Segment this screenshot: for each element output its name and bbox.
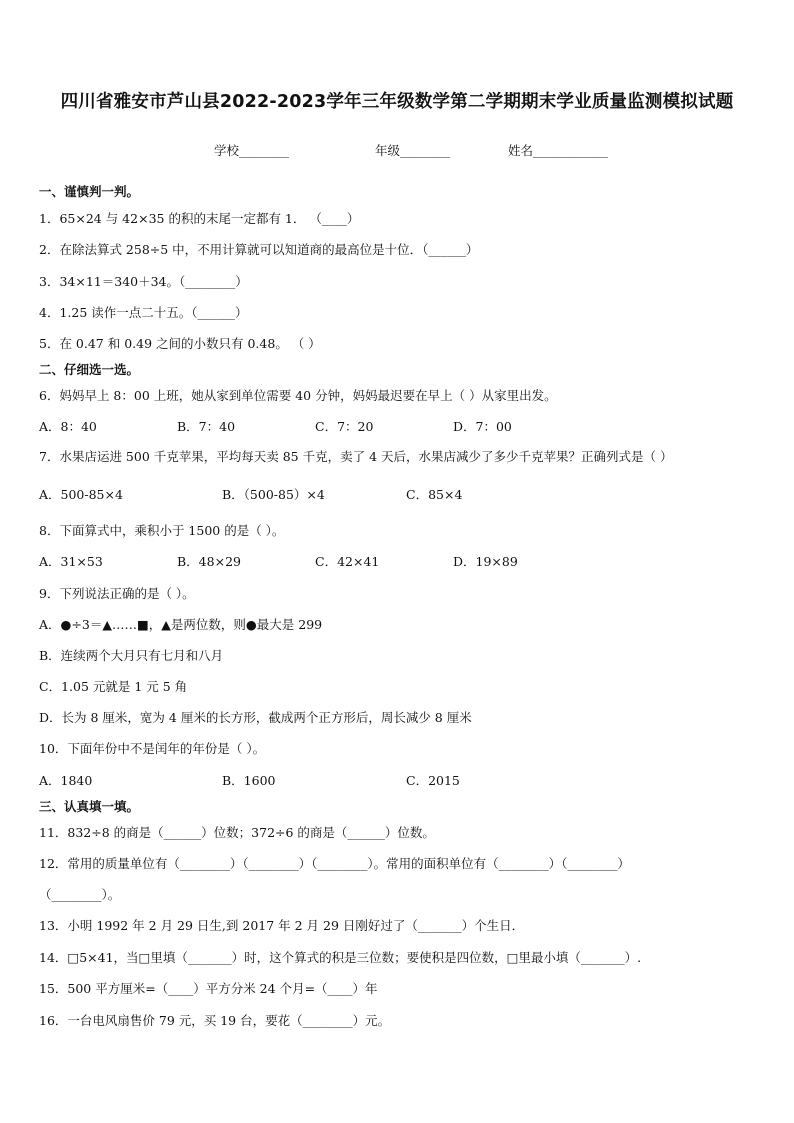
q8-option-b: B．48×29 [177,554,241,569]
name-field: 姓名____________ [508,143,609,158]
q9-option-a: A．●÷3＝▲……■，▲是两位数，则●最大是 299 [39,617,323,632]
q10-option-a: A．1840 [39,773,93,788]
q9-option-d: D．长为 8 厘米，宽为 4 厘米的长方形，截成两个正方形后，周长减少 8 厘米 [39,710,472,725]
q7-option-a: A．500-85×4 [39,487,123,502]
question-4: 4．1.25 读作一点二十五。（______） [39,305,248,320]
section-heading-fill: 三、认真填一填。 [39,799,140,814]
question-5: 5．在 0.47 和 0.49 之间的小数只有 0.48。 （ ） [39,336,321,351]
q7-option-b: B．（500-85）×4 [222,487,325,502]
question-12: 12．常用的质量单位有（________）（________）（________）。常用的面积单位有（________）（________） [39,856,630,871]
q9-option-c: C．1.05 元就是 1 元 5 角 [39,679,188,694]
question-9: 9．下列说法正确的是（ ）。 [39,586,195,601]
q8-option-d: D．19×89 [453,554,518,569]
question-16: 16．一台电风扇售价 79 元，买 19 台，要花（________）元。 [39,1013,391,1028]
q8-option-a: A．31×53 [39,554,103,569]
q7-option-c: C．85×4 [406,487,463,502]
question-14: 14．□5×41，当□里填（_______）时，这个算式的积是三位数；要使积是四位数，□里最小填（_______）. [39,950,642,965]
school-field: 学校________ [214,143,290,158]
question-11: 11．832÷8 的商是（______）位数；372÷6 的商是（______）位数。 [39,825,435,840]
q10-option-c: C．2015 [406,773,460,788]
q6-option-d: D．7：00 [453,419,512,434]
q8-option-c: C．42×41 [315,554,380,569]
question-2: 2．在除法算式 258÷5 中，不用计算就可以知道商的最高位是十位．（______） [39,242,479,257]
question-13: 13．小明 1992 年 2 月 29 日生,到 2017 年 2 月 29 日刚好过了（_______）个生日． [39,918,525,933]
question-6: 6．妈妈早上 8：00 上班，她从家到单位需要 40 分钟，妈妈最迟要在早上（ ）从家里出发。 [39,388,557,403]
grade-field: 年级________ [375,143,451,158]
section-heading-choose: 二、仔细选一选。 [39,362,140,377]
question-3: 3．34×11＝340＋34。（________） [39,274,248,289]
q10-option-b: B．1600 [222,773,276,788]
question-1: 1．65×24 与 42×35 的积的末尾一定都有 1． （____） [39,211,360,226]
q9-option-b: B．连续两个大月只有七月和八月 [39,648,224,663]
section-heading-judge: 一、谨慎判一判。 [39,184,140,199]
question-8: 8．下面算式中，乘积小于 1500 的是（ ）。 [39,523,285,538]
question-15: 15．500 平方厘米=（____）平方分米 24 个月=（____）年 [39,981,378,996]
q6-option-b: B．7：40 [177,419,236,434]
question-12-continued: （________）。 [39,887,121,902]
question-10: 10．下面年份中不是闰年的年份是（ ）。 [39,741,266,756]
q6-option-a: A．8：40 [39,419,97,434]
question-7: 7．水果店运进 500 千克苹果，平均每天卖 85 千克，卖了 4 天后，水果店减少了多少千克苹果？正确列式是（ ） [39,449,673,464]
q6-option-c: C．7：20 [315,419,374,434]
page-title: 四川省雅安市芦山县2022-2023学年三年级数学第二学期期末学业质量监测模拟试题 [60,92,734,112]
